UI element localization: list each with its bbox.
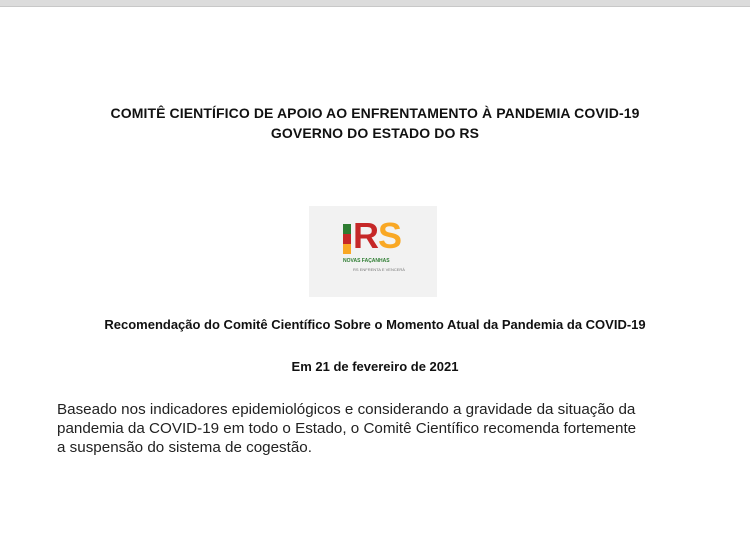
window-top-border — [0, 0, 750, 7]
logo-letter-s: S — [378, 215, 402, 256]
rs-government-logo — [309, 206, 437, 297]
document-header — [0, 103, 750, 143]
logo-subtext: RS ENFRENTA E VENCERÁ — [353, 267, 405, 272]
header-committee-title: COMITÊ CIENTÍFICO DE APOIO AO ENFRENTAMENTO À PANDEMIA COVID-19 — [110, 105, 640, 121]
logo-tagline: NOVAS FAÇANHAS — [343, 258, 390, 264]
logo-mark — [343, 215, 407, 282]
body-line-3: a suspensão do sistema de cogestão. — [57, 439, 312, 456]
logo-rs-letters — [353, 216, 401, 256]
recommendation-date: Em 21 de fevereiro de 2021 — [291, 359, 459, 374]
recommendation-body — [57, 400, 693, 457]
recommendation-title: Recomendação do Comitê Científico Sobre o Momento Atual da Pandemia da COVID-19 — [104, 317, 646, 332]
body-line-1: Baseado nos indicadores epidemiológicos e considerando a gravidade da situação da — [57, 401, 636, 418]
logo-letter-r: R — [353, 215, 378, 256]
body-line-2: pandemia da COVID-19 em todo o Estado, o Comitê Científico recomenda fortemente — [57, 420, 637, 437]
header-government-title: GOVERNO DO ESTADO DO RS — [270, 125, 480, 141]
